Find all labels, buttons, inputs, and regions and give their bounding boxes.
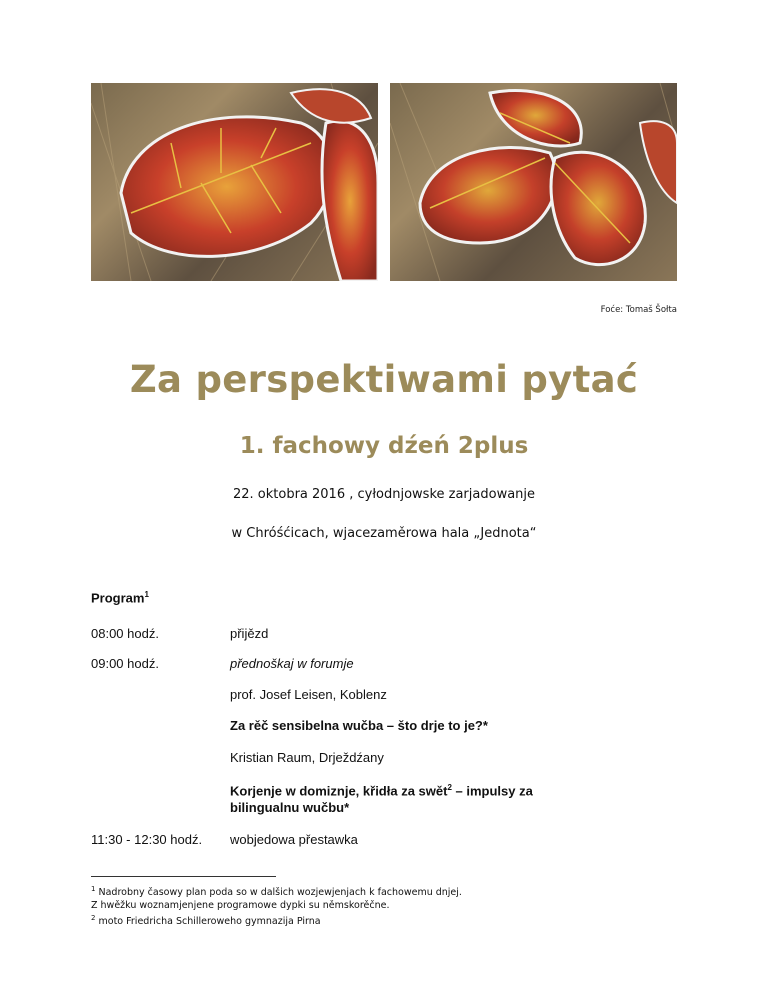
program-time: 08:00 hodź. — [91, 626, 159, 641]
program-text: wobjedowa přestawka — [230, 832, 358, 847]
program-talk-title — [230, 783, 533, 798]
program-talk-title-cont: bilingualnu wučbu* — [230, 800, 350, 815]
talk-title-part: – impulsy za — [451, 783, 533, 799]
program-text: přednoškaj w forumje — [230, 656, 354, 671]
page-title: Za perspektiwami pytać — [129, 358, 639, 401]
program-speaker: prof. Josef Leisen, Koblenz — [230, 687, 387, 702]
program-heading-label: Program — [91, 590, 145, 606]
footnote — [91, 883, 462, 899]
footnotes — [91, 883, 462, 928]
footnote-ref-2: 2 — [447, 783, 452, 792]
photo-frost-leaf-left — [91, 83, 378, 281]
footnote-text: Nadrobny časowy plan poda so w dalšich wozjewjenjach k fachowemu dnjej. — [98, 887, 462, 899]
footnote-text: moto Friedricha Schilleroweho gymnazija Pirna — [98, 916, 321, 928]
program-text: přijězd — [230, 626, 269, 641]
footnote-mark: 1 — [91, 885, 96, 893]
footnote-divider — [91, 876, 276, 877]
footnote — [91, 899, 462, 912]
program-talk-title: Za rěč sensibelna wučba – što drje to je?* — [230, 718, 488, 733]
photo-credit: Foće: Tomaš Šołta — [600, 305, 677, 315]
program-speaker: Kristian Raum, Drježdźany — [230, 750, 384, 765]
footnote-ref-1: 1 — [144, 590, 149, 599]
talk-title-part: Korjenje w domiznje, křidła za swět — [230, 783, 448, 799]
photo-frost-leaf-right — [390, 83, 677, 281]
event-date: 22. oktobra 2016 , cyłodnjowske zarjadowanje — [232, 487, 536, 502]
footnote-mark: 2 — [91, 914, 96, 923]
event-venue: w Chróśćicach, wjacezaměrowa hala „Jednota“ — [231, 526, 537, 541]
program-time: 11:30 - 12:30 hodź. — [91, 832, 203, 847]
program-heading — [91, 590, 149, 605]
footnote — [91, 912, 462, 928]
footnote-text: Z hwěžku woznamjenjene programowe dypki su němskorěčne. — [91, 900, 390, 912]
program-time: 09:00 hodź. — [91, 656, 159, 671]
page-subtitle: 1. fachowy dźeń 2plus — [239, 433, 529, 459]
